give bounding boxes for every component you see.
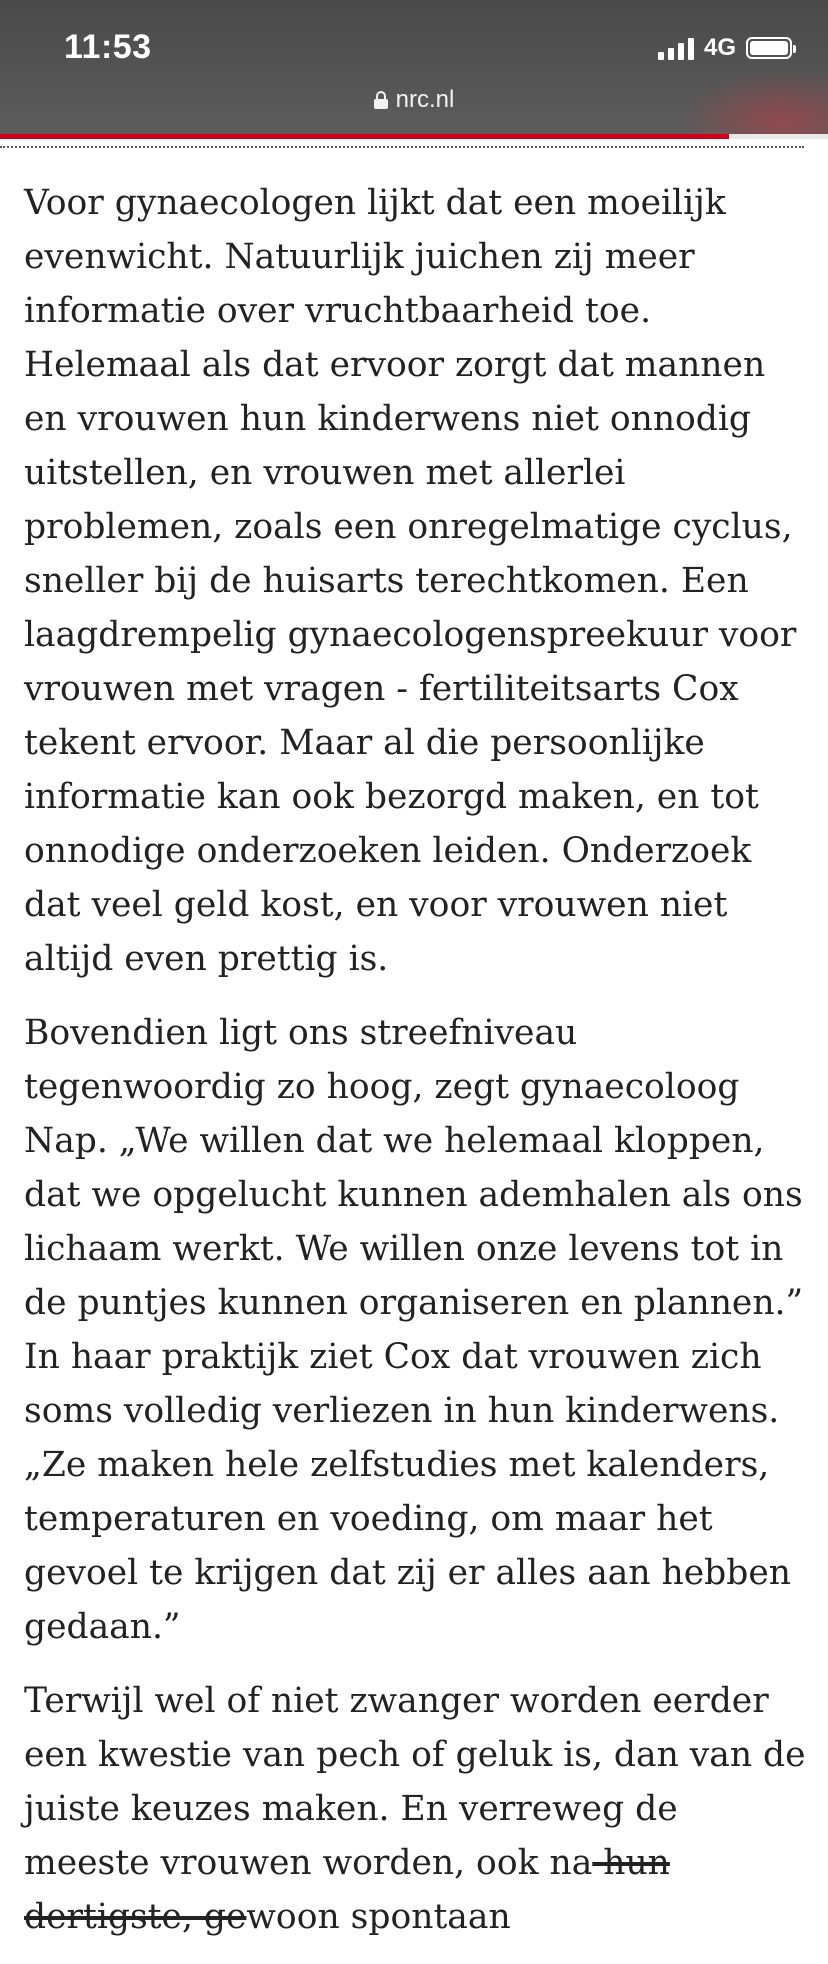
reading-progress-bar	[0, 134, 828, 139]
article-paragraph	[24, 1674, 814, 1944]
status-indicators	[658, 34, 792, 62]
article-paragraph: Bovendien ligt ons streefniveau tegenwoordig zo hoog, zegt gynaecoloog Nap. „We willen dat we helemaal kloppen, dat we opgelucht kunnen ademhalen als ons lichaam werkt. We willen onze levens tot in de puntjes kunnen organiseren en plannen.” In haar praktijk ziet Cox dat vrouwen zich soms volledig verliezen in hun kinderwens. „Ze maken hele zelfstudies met kalenders, temperaturen en voeding, om maar het gevoel te krijgen dat zij er alles aan hebben gedaan.”	[24, 1013, 804, 1647]
article-paragraph: Voor gynaecologen lijkt dat een moeilijk evenwicht. Natuurlijk juichen zij meer informatie over vruchtbaarheid toe. Helemaal als dat ervoor zorgt dat mannen en vrouwen hun kinderwens niet onnodig uitstellen, en vrouwen met allerlei problemen, zoals een onregelmatige cyclus, sneller bij de huisarts terechtkomen. Een laagdrempelig gynaecologenspreekuur voor vrouwen met vragen - fertiliteitsarts Cox tekent ervoor. Maar al die persoonlijke informatie kan ook bezorgd maken, en tot onnodige onderzoeken leiden. Onderzoek dat veel geld kost, en voor vrouwen niet altijd even prettig is.	[24, 183, 797, 979]
paragraph-text: woon spontaan	[246, 1897, 511, 1937]
paragraph-text: Terwijl wel of niet zwanger worden eerder een kwestie van pech of geluk is, dan van de juiste keuzes maken. En verreweg de meeste vrouwen worden, ook na	[24, 1681, 806, 1883]
article-body	[24, 176, 814, 1964]
reading-progress-fill	[0, 134, 729, 139]
browser-top-bar	[0, 0, 828, 134]
status-time: 11:53	[64, 28, 152, 66]
lock-icon	[374, 91, 388, 109]
network-type: 4G	[703, 34, 736, 61]
battery-icon	[746, 37, 792, 59]
cellular-signal-icon	[658, 36, 694, 60]
url-text: nrc.nl	[395, 86, 455, 113]
address-bar[interactable]	[0, 86, 828, 114]
dotted-divider	[0, 146, 804, 148]
struck-text: hun dertigste, ge	[24, 1843, 670, 1937]
